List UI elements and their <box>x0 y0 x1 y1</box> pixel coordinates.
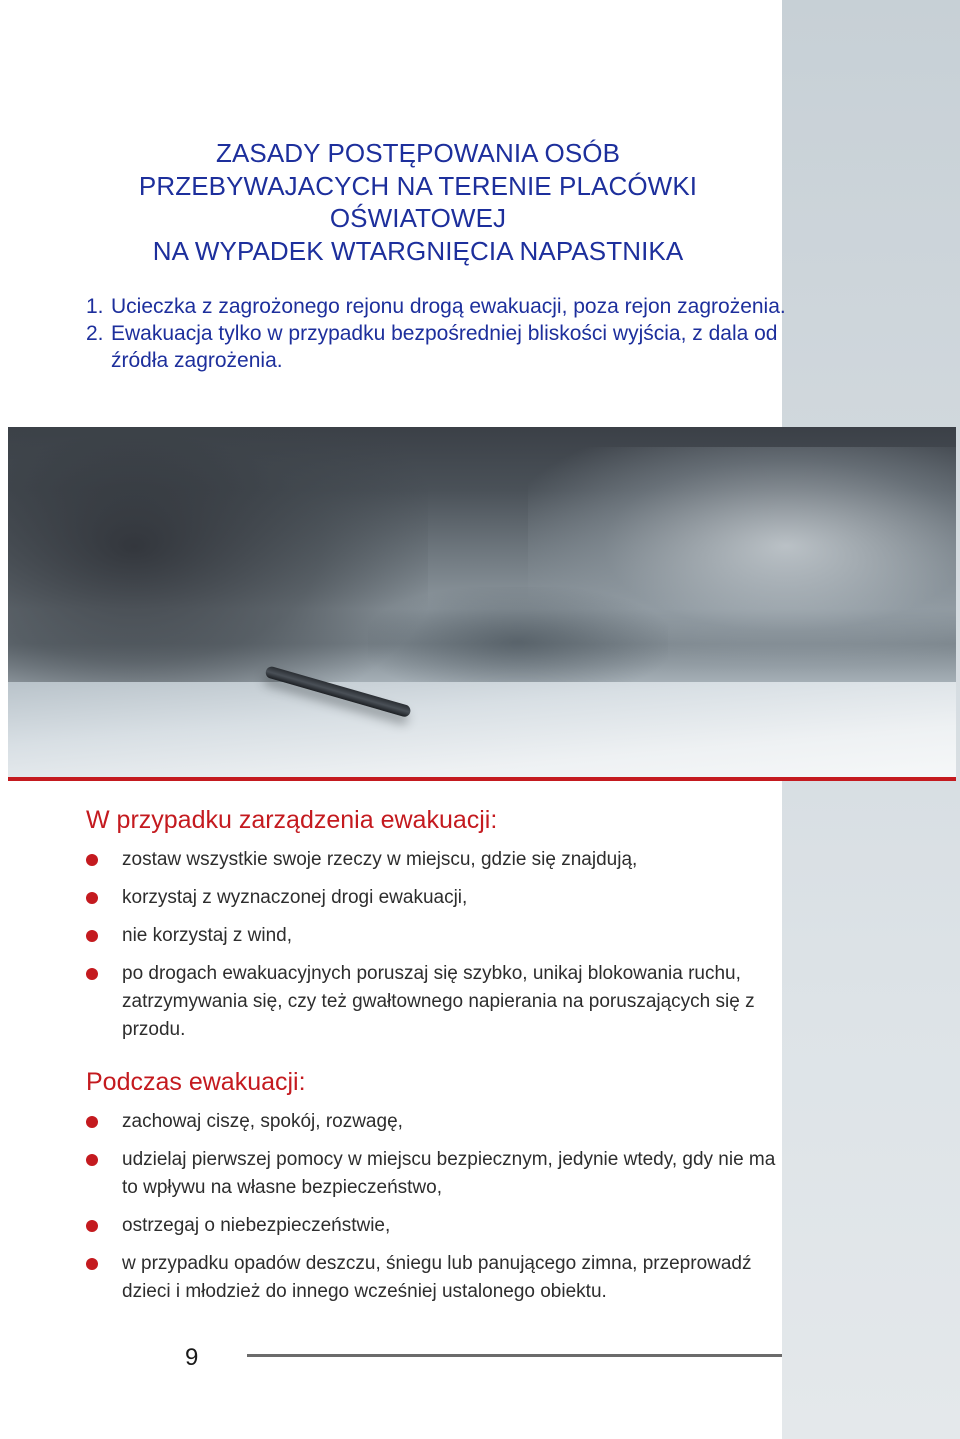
list-item-text: korzystaj z wyznaczonej drogi ewakuacji, <box>122 887 468 908</box>
section-heading-during-evacuation: Podczas ewakuacji: <box>86 1068 306 1096</box>
item-number: 1. <box>86 295 104 318</box>
list-item <box>86 1250 776 1306</box>
photo-table-surface <box>8 682 956 781</box>
numbered-item <box>86 293 786 320</box>
list-item <box>86 1108 776 1136</box>
list-item <box>86 884 776 912</box>
item-number: 2. <box>86 322 104 345</box>
bullet-icon <box>86 854 98 866</box>
list-item-text: po drogach ewakuacyjnych poruszaj się szybko, unikaj blokowania ruchu, zatrzymywania się, czy też gwałtownego napierania na poruszających się z przodu. <box>122 963 755 1040</box>
bullet-icon <box>86 892 98 904</box>
list-item <box>86 1212 776 1240</box>
list-item-text: udzielaj pierwszej pomocy w miejscu bezpiecznym, jedynie wtedy, gdy nie ma to wpływu na własne bezpieczeństwo, <box>122 1149 776 1198</box>
numbered-item <box>86 320 786 374</box>
bullet-icon <box>86 1154 98 1166</box>
numbered-list <box>86 293 786 374</box>
photo-blur-area <box>368 587 668 697</box>
list-item <box>86 846 776 874</box>
list-item-text: zachowaj ciszę, spokój, rozwagę, <box>122 1111 403 1132</box>
evacuation-order-list <box>86 846 776 1044</box>
item-text: Ewakuacja tylko w przypadku bezpośredniej bliskości wyjścia, z dala od źródła zagrożenia. <box>111 322 778 372</box>
list-item <box>86 960 776 1044</box>
list-item-text: nie korzystaj z wind, <box>122 925 293 946</box>
list-item-text: zostaw wszystkie swoje rzeczy w miejscu, gdzie się znajdują, <box>122 849 638 870</box>
page-title <box>60 137 776 267</box>
title-line: PRZEBYWAJACYCH NA TERENIE PLACÓWKI <box>138 170 698 201</box>
title-line: NA WYPADEK WTARGNIĘCIA NAPASTNIKA <box>152 235 684 266</box>
title-line: OŚWIATOWEJ <box>329 203 507 233</box>
list-item-text: w przypadku opadów deszczu, śniegu lub panującego zimna, przeprowadź dzieci i młodzież do innego wcześniej ustalonego obiektu. <box>122 1253 752 1302</box>
bullet-icon <box>86 1258 98 1270</box>
bullet-icon <box>86 1220 98 1232</box>
desk-pen-photo <box>8 427 956 781</box>
bullet-icon <box>86 1116 98 1128</box>
bullet-icon <box>86 930 98 942</box>
section-heading-evacuation-order: W przypadku zarządzenia ewakuacji: <box>86 806 498 834</box>
bullet-icon <box>86 968 98 980</box>
during-evacuation-list <box>86 1108 776 1306</box>
page-number: 9 <box>185 1344 199 1371</box>
list-item-text: ostrzegaj o niebezpieczeństwie, <box>122 1215 391 1236</box>
item-text: Ucieczka z zagrożonego rejonu drogą ewakuacji, poza rejon zagrożenia. <box>111 295 786 318</box>
list-item <box>86 1146 776 1202</box>
footer-divider <box>247 1354 782 1357</box>
title-line: ZASADY POSTĘPOWANIA OSÓB <box>215 138 621 168</box>
list-item <box>86 922 776 950</box>
